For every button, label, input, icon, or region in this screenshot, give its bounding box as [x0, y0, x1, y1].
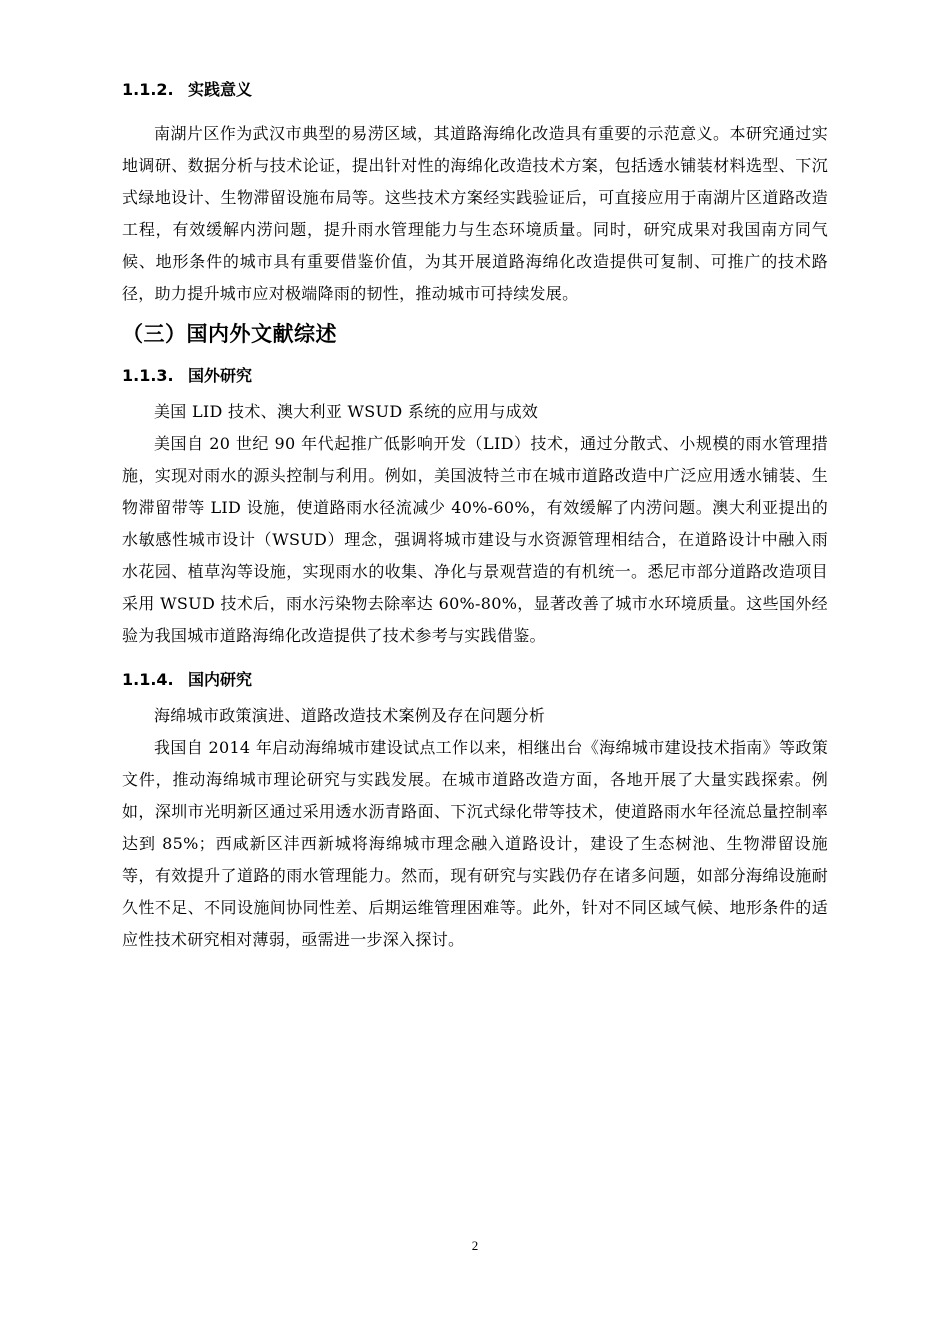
- heading-title: 国内研究: [188, 670, 253, 689]
- page-number: 2: [471, 1238, 479, 1253]
- heading-title: 国外研究: [188, 366, 253, 385]
- heading-number: 1.1.2.: [122, 80, 174, 99]
- heading-number: 1.1.4.: [122, 670, 174, 689]
- heading-title: 实践意义: [188, 80, 253, 99]
- paragraph-domestic: 我国自 2014 年启动海绵城市建设试点工作以来，相继出台《海绵城市建设技术指南》等政策文件，推动海绵城市理论研究与实践发展。在城市道路改造方面，各地开展了大量实践探索。例如，深圳市光明新区通过采用透水沥青路面、下沉式绿化带等技术，使道路雨水年径流总量控制率达到 85%；西咸新区沣西新城将海绵城市理念融入道路设计，建设了生态树池、生物滞留设施等，有效提升了道路的雨水管理能力。然而，现有研究与实践仍存在诸多问题，如部分海绵设施耐久性不足、不同设施间协同性差、后期运维管理困难等。此外，针对不同区域气候、地形条件的适应性技术研究相对薄弱，亟需进一步深入探讨。: [122, 738, 828, 949]
- subtitle-foreign: 美国 LID 技术、澳大利亚 WSUD 系统的应用与成效: [154, 402, 539, 421]
- paragraph-foreign: 美国自 20 世纪 90 年代起推广低影响开发（LID）技术，通过分散式、小规模的雨水管理措施，实现对雨水的源头控制与利用。例如，美国波特兰市在城市道路改造中广泛应用透水铺装、生物滞留带等 LID 设施，使道路雨水径流减少 40%-60%，有效缓解了内涝问题。澳大利亚提出的水敏感性城市设计（WSUD）理念，强调将城市建设与水资源管理相结合，在道路设计中融入雨水花园、植草沟等设施，实现雨水的收集、净化与景观营造的有机统一。悉尼市部分道路改造项目采用 WSUD 技术后，雨水污染物去除率达 60%-80%，显著改善了城市水环境质量。这些国外经验为我国城市道路海绵化改造提供了技术参考与实践借鉴。: [122, 434, 828, 645]
- paragraph-practical: 南湖片区作为武汉市典型的易涝区域，其道路海绵化改造具有重要的示范意义。本研究通过实地调研、数据分析与技术论证，提出针对性的海绵化改造技术方案，包括透水铺装材料选型、下沉式绿地设计、生物滞留设施布局等。这些技术方案经实践验证后，可直接应用于南湖片区道路改造工程，有效缓解内涝问题，提升雨水管理能力与生态环境质量。同时，研究成果对我国南方同气候、地形条件的城市具有重要借鉴价值，为其开展道路海绵化改造提供可复制、可推广的技术路径，助力提升城市应对极端降雨的韧性，推动城市可持续发展。: [122, 124, 828, 303]
- heading-literature-review: （三）国内外文献综述: [122, 322, 337, 346]
- heading-practical-significance: [122, 76, 828, 104]
- heading-number: 1.1.3.: [122, 366, 174, 385]
- heading-domestic-research: [122, 666, 828, 694]
- heading-foreign-research: [122, 362, 828, 390]
- page-content: [122, 76, 828, 956]
- subtitle-domestic: 海绵城市政策演进、道路改造技术案例及存在问题分析: [154, 706, 546, 725]
